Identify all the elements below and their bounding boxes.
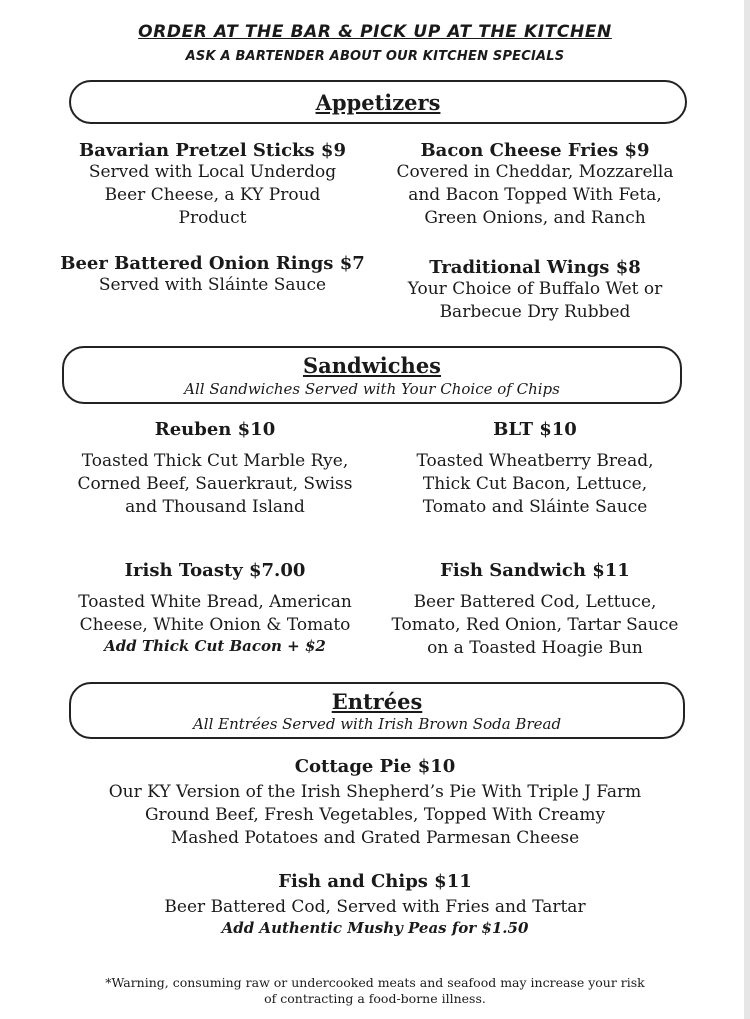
item-desc-line: Barbecue Dry Rubbed (439, 302, 631, 322)
item-desc-line: Corned Beef, Sauerkraut, Swiss (77, 474, 353, 494)
item-desc-line: Cheese, White Onion & Tomato (79, 615, 351, 635)
item-addon: Add Authentic Mushy Peas for $1.50 (221, 919, 529, 937)
page-edge-shadow (744, 0, 750, 1019)
item-desc-line: Product (178, 208, 247, 228)
item-desc-line: Our KY Version of the Irish Shepherd’s Pie With Triple J Farm (108, 782, 642, 802)
appetizers-section-banner (69, 80, 687, 124)
item-desc-line: Served with Sláinte Sauce (98, 275, 327, 295)
item-desc-line: Your Choice of Buffalo Wet or (407, 279, 663, 299)
item-name: Bavarian Pretzel Sticks $9 (79, 140, 346, 161)
menu-item-cottage-pie (0, 756, 750, 850)
item-name: Fish and Chips $11 (278, 871, 472, 892)
item-name: Traditional Wings $8 (429, 257, 641, 278)
item-name: BLT $10 (493, 419, 577, 440)
menu-item-pretzel-sticks (50, 140, 375, 230)
item-desc-line: Tomato, Red Onion, Tartar Sauce (391, 615, 679, 635)
item-name: Reuben $10 (154, 419, 276, 440)
item-desc-line: Served with Local Underdog (88, 162, 337, 182)
order-instructions-heading: ORDER AT THE BAR & PICK UP AT THE KITCHEN (138, 22, 612, 42)
item-desc-line: Green Onions, and Ranch (424, 208, 646, 228)
menu-item-onion-rings (50, 253, 375, 297)
item-desc-line: Thick Cut Bacon, Lettuce, (422, 474, 648, 494)
item-name: Irish Toasty $7.00 (124, 560, 306, 581)
item-desc-line: Covered in Cheddar, Mozzarella (396, 162, 674, 182)
menu-item-reuben (45, 419, 385, 519)
entrees-subtitle: All Entrées Served with Irish Brown Soda Bread (192, 715, 562, 733)
food-safety-warning (0, 975, 750, 1007)
sandwiches-subtitle: All Sandwiches Served with Your Choice of Chips (184, 380, 560, 398)
warning-line: *Warning, consuming raw or undercooked meats and seafood may increase your risk (105, 975, 645, 990)
menu-item-fish-and-chips (0, 871, 750, 937)
item-desc-line: and Bacon Topped With Feta, (408, 185, 662, 205)
sandwiches-section-banner (62, 346, 682, 404)
item-desc-line: Mashed Potatoes and Grated Parmesan Cheese (170, 828, 580, 848)
item-name: Cottage Pie $10 (294, 756, 456, 777)
item-desc-line: Toasted Thick Cut Marble Rye, (81, 451, 349, 471)
appetizers-title: Appetizers (315, 90, 441, 115)
kitchen-specials-note: ASK A BARTENDER ABOUT OUR KITCHEN SPECIALS (185, 49, 565, 64)
item-desc-line: Beer Cheese, a KY Proud (104, 185, 321, 205)
menu-item-blt (375, 419, 695, 519)
entrees-title: Entrées (331, 689, 423, 714)
item-name: Bacon Cheese Fries $9 (420, 140, 650, 161)
item-desc-line: and Thousand Island (125, 497, 305, 517)
menu-item-irish-toasty (45, 560, 385, 655)
item-name: Fish Sandwich $11 (440, 560, 630, 581)
item-desc-line: Tomato and Sláinte Sauce (422, 497, 648, 517)
entrees-section-banner (69, 682, 685, 739)
item-addon: Add Thick Cut Bacon + $2 (104, 637, 326, 655)
warning-line: of contracting a food-borne illness. (264, 991, 486, 1006)
item-desc-line: Beer Battered Cod, Lettuce, (413, 592, 657, 612)
menu-item-traditional-wings (375, 257, 695, 324)
item-desc-line: Toasted Wheatberry Bread, (416, 451, 654, 471)
item-desc-line: Beer Battered Cod, Served with Fries and Tartar (164, 897, 586, 917)
sandwiches-title: Sandwiches (302, 353, 442, 378)
item-desc-line: Ground Beef, Fresh Vegetables, Topped With Creamy (144, 805, 606, 825)
item-desc-line: on a Toasted Hoagie Bun (427, 638, 643, 658)
item-desc-line: Toasted White Bread, American (78, 592, 352, 612)
menu-item-fish-sandwich (375, 560, 695, 660)
item-name: Beer Battered Onion Rings $7 (60, 253, 365, 274)
menu-item-bacon-cheese-fries (375, 140, 695, 230)
